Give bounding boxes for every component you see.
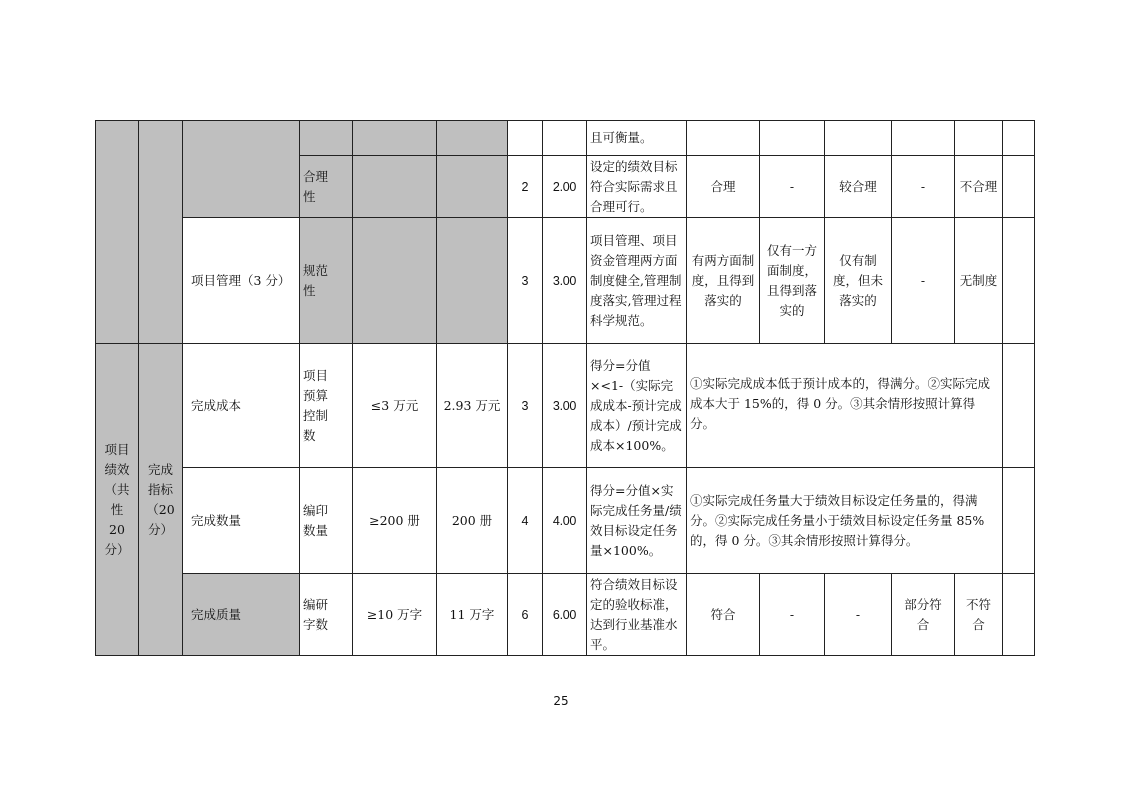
indicator3-cell: [300, 344, 353, 468]
indicator3-text: 编印数量: [303, 502, 329, 538]
score-cell: 2.00: [543, 156, 587, 218]
grade-cell: 不合理: [955, 156, 1003, 218]
weight-cell: 2: [508, 156, 543, 218]
indicator2-cell: 完成数量: [183, 468, 300, 574]
indicator2-cell: 完成成本: [183, 344, 300, 468]
score-cell: 6.00: [543, 574, 587, 656]
category2-cell: [139, 344, 183, 656]
grade-cell: [760, 121, 825, 156]
category2-text: 完成指标（20 分）: [146, 461, 175, 537]
grade-cell: 合理: [687, 156, 760, 218]
blank-cell: [1003, 574, 1035, 656]
standard-cell: 项目管理、项目资金管理两方面制度健全,管理制度落实,管理过程科学规范。: [587, 218, 687, 344]
actual-cell: 200 册: [437, 468, 508, 574]
indicator3-cell: [300, 468, 353, 574]
target-cell: [353, 156, 437, 218]
weight-cell: 4: [508, 468, 543, 574]
blank-cell: [1003, 156, 1035, 218]
actual-cell: 2.93 万元: [437, 344, 508, 468]
indicator3-text: 项目预算控制数: [303, 367, 329, 443]
grade-cell: 有两方面制度，且得到落实的: [687, 218, 760, 344]
table-row: [96, 574, 1035, 656]
indicator2-cell: 完成质量: [183, 574, 300, 656]
category1-cell: [96, 344, 139, 656]
target-cell: [353, 218, 437, 344]
actual-cell: 11 万字: [437, 574, 508, 656]
indicator3-text: 规范性: [303, 262, 329, 298]
target-cell: ≤3 万元: [353, 344, 437, 468]
target-cell: [353, 121, 437, 156]
target-cell: ≥10 万字: [353, 574, 437, 656]
indicator3-cell: [300, 218, 353, 344]
standard-cell: 且可衡量。: [587, 121, 687, 156]
table-row: [96, 468, 1035, 574]
blank-cell: [1003, 121, 1035, 156]
blank-cell: [1003, 468, 1035, 574]
grade-cell: [825, 121, 892, 156]
grade-cell: -: [892, 218, 955, 344]
scoring-rule-cell: ①实际完成成本低于预计成本的，得满分。②实际完成成本大于 15%的，得 0 分。③其余情形按照计算得分。: [687, 344, 1003, 468]
grade-cell: [687, 121, 760, 156]
indicator3-text: 编研字数: [303, 596, 329, 632]
table-row: [96, 121, 1035, 156]
target-cell: ≥200 册: [353, 468, 437, 574]
scoring-rule-cell: ①实际完成任务量大于绩效目标设定任务量的，得满分。②实际完成任务量小于绩效目标设定任务量 85%的，得 0 分。③其余情形按照计算得分。: [687, 468, 1003, 574]
grade-text: 部分符合: [904, 596, 942, 632]
standard-cell: 得分=分值×<1-（实际完成成本-预计完成成本）/预计完成成本×100%。: [587, 344, 687, 468]
score-cell: [543, 121, 587, 156]
standard-cell: 设定的绩效目标符合实际需求且合理可行。: [587, 156, 687, 218]
actual-cell: [437, 156, 508, 218]
indicator3-cell: [300, 121, 353, 156]
evaluation-table: [95, 120, 1035, 656]
blank-cell: [1003, 344, 1035, 468]
grade-cell: [892, 574, 955, 656]
score-cell: 3.00: [543, 218, 587, 344]
grade-text: 不符合: [965, 596, 991, 632]
table-row: [96, 344, 1035, 468]
weight-cell: 3: [508, 218, 543, 344]
grade-cell: [955, 574, 1003, 656]
indicator2-cell-continued: [183, 121, 300, 218]
grade-cell: 无制度: [955, 218, 1003, 344]
grade-cell: -: [760, 574, 825, 656]
actual-cell: [437, 218, 508, 344]
score-cell: 3.00: [543, 344, 587, 468]
category2-cell-continued: [139, 121, 183, 344]
indicator3-text: 合理性: [303, 168, 329, 204]
grade-cell: 较合理: [825, 156, 892, 218]
grade-cell: -: [760, 156, 825, 218]
standard-cell: 得分=分值×实际完成任务量/绩效目标设定任务量×100%。: [587, 468, 687, 574]
blank-cell: [1003, 218, 1035, 344]
grade-cell: -: [825, 574, 892, 656]
weight-cell: [508, 121, 543, 156]
page-number: 25: [553, 694, 569, 708]
indicator3-cell: [300, 156, 353, 218]
category1-text: 项目绩效（共性 20 分）: [104, 441, 130, 557]
weight-cell: 3: [508, 344, 543, 468]
grade-cell: 仅有制度，但未落实的: [825, 218, 892, 344]
actual-cell: [437, 121, 508, 156]
grade-cell: [892, 121, 955, 156]
grade-cell: 符合: [687, 574, 760, 656]
indicator2-cell: 项目管理（3 分）: [183, 218, 300, 344]
grade-cell: -: [892, 156, 955, 218]
grade-cell: [955, 121, 1003, 156]
weight-cell: 6: [508, 574, 543, 656]
standard-cell: 符合绩效目标设定的验收标准，达到行业基准水平。: [587, 574, 687, 656]
category1-cell-continued: [96, 121, 139, 344]
table-row: [96, 218, 1035, 344]
indicator3-cell: [300, 574, 353, 656]
score-cell: 4.00: [543, 468, 587, 574]
grade-cell: 仅有一方面制度，且得到落实的: [760, 218, 825, 344]
